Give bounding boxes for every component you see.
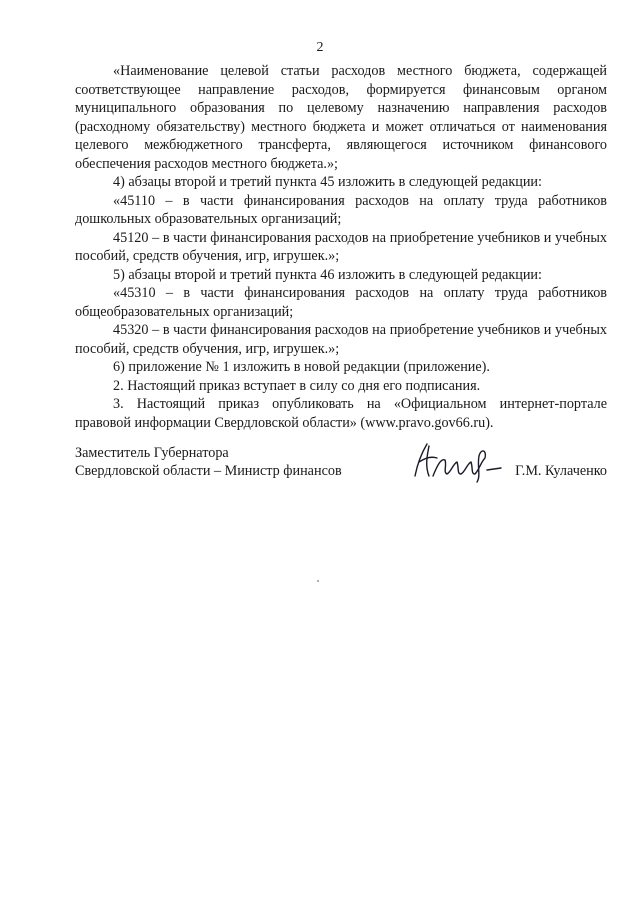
scan-speck — [317, 580, 319, 582]
signatory-title-line-1: Заместитель Губернатора — [75, 445, 229, 461]
paragraph-item-5-intro: 5) абзацы второй и третий пункта 46 изложить в следующей редакции: — [113, 266, 542, 283]
paragraph-item-6: 6) приложение № 1 изложить в новой редакции (приложение). — [113, 359, 490, 375]
paragraph-45120: 45120 – в части финансирования расходов на приобретение учебников и учебных пособий, средств обучения, игр, игрушек.»; — [75, 229, 607, 264]
paragraph-item-4-intro: 4) абзацы второй и третий пункта 45 изложить в следующей редакции: — [113, 174, 542, 190]
document-body — [75, 62, 607, 432]
signature-block — [75, 444, 607, 488]
paragraph-point-3: 3. Настоящий приказ опубликовать на «Официальном интернет-портале правовой информации Свердловской области» (www.pravo.gov66.ru). — [75, 396, 607, 431]
page-number: 2 — [316, 40, 324, 55]
paragraph-45110: «45110 – в части финансирования расходов на оплату труда работников дошкольных образовательных организаций; — [75, 192, 607, 227]
paragraph-45310: «45310 – в части финансирования расходов на оплату труда работников общеобразовательных организаций; — [75, 285, 607, 320]
signatory-title-line-2: Свердловской области – Министр финансов — [75, 463, 342, 479]
handwritten-signature — [407, 436, 507, 484]
paragraph-45320: 45320 – в части финансирования расходов на приобретение учебников и учебных пособий, средств обучения, игр, игрушек.»; — [75, 322, 607, 357]
paragraph-point-2: 2. Настоящий приказ вступает в силу со дня его подписания. — [113, 377, 481, 394]
signatory-name: Г.М. Кулаченко — [515, 463, 607, 479]
paragraph-target-article-name: «Наименование целевой статьи расходов местного бюджета, содержащей соответствующее направление расходов, формируется финансовым органом муниципального образования по целевому назначению направления расходов (расходному обязательству) местного бюджета и может отличаться от наименования целевого межбюджетного трансферта, являющегося источником финансового обеспечения расходов местного бюджета.»; — [75, 63, 607, 172]
